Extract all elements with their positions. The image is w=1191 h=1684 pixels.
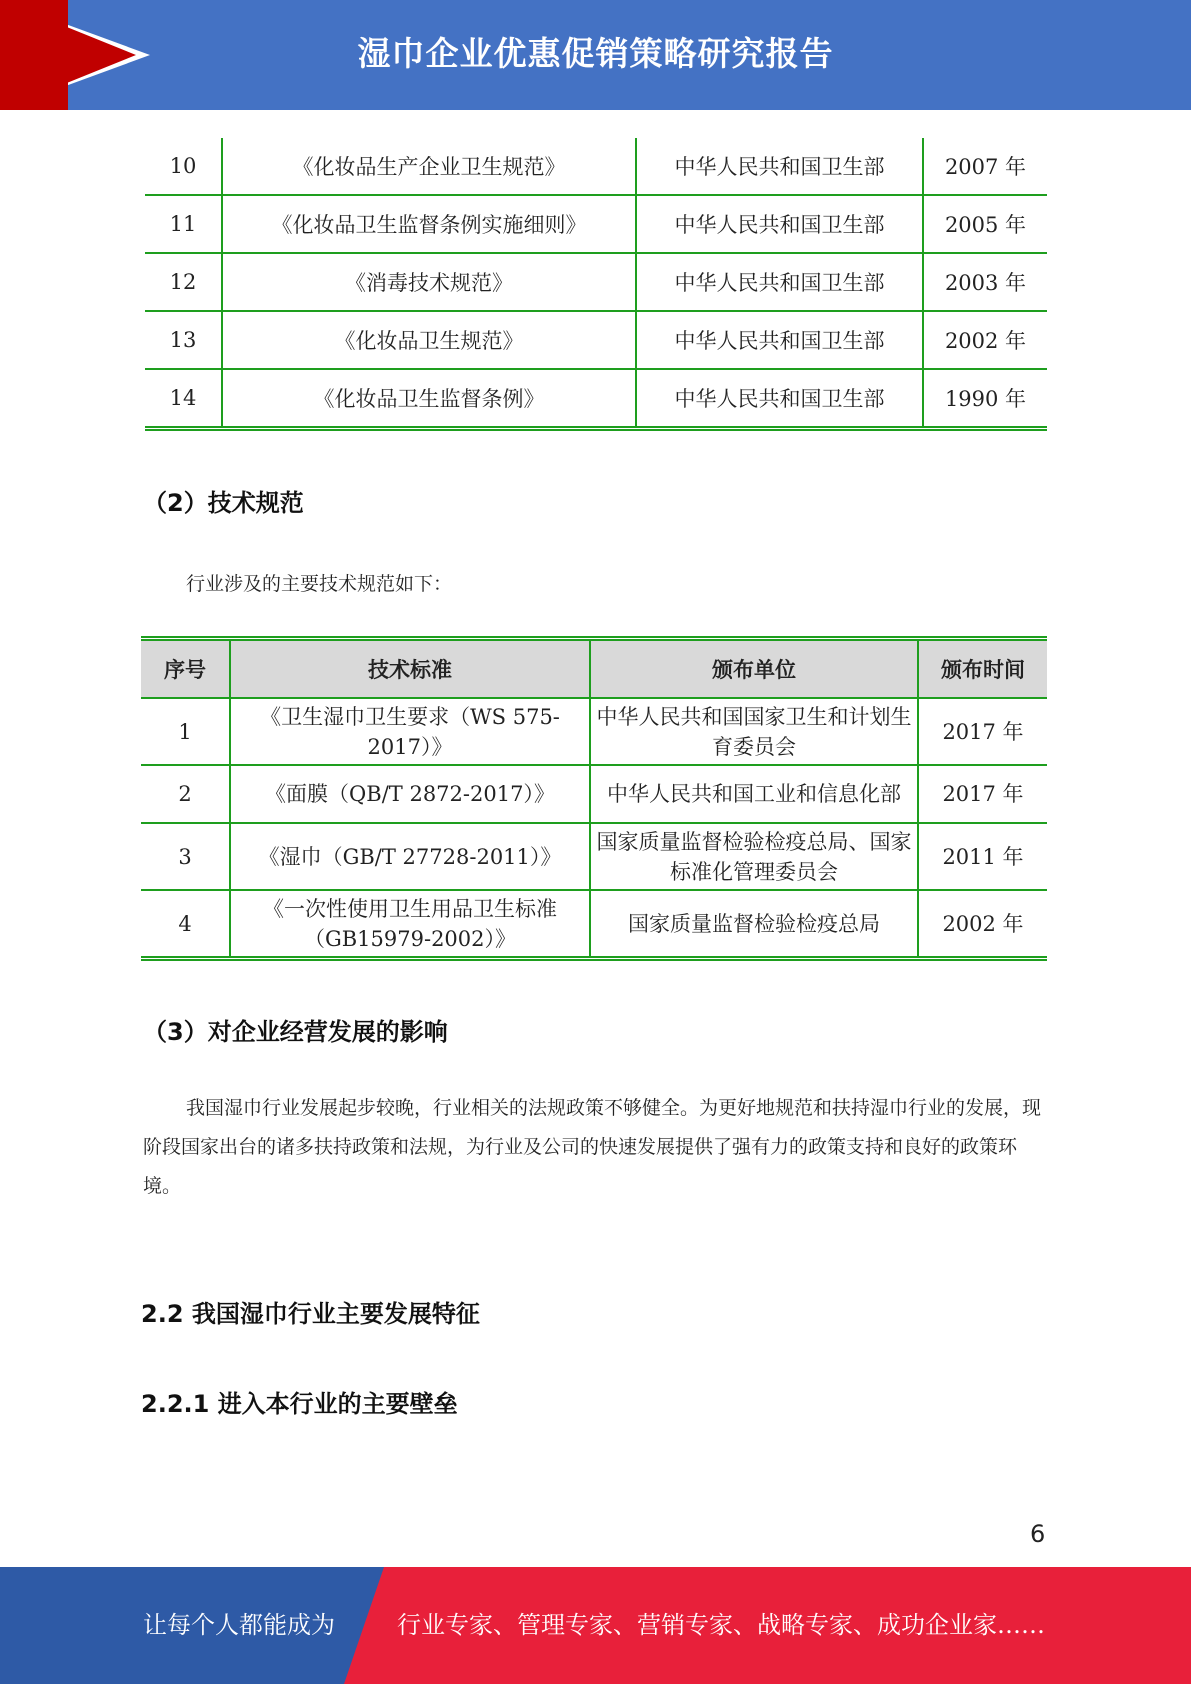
table-row <box>145 369 1047 429</box>
cell-standard: 《面膜（QB/T 2872-2017）》 <box>230 765 590 823</box>
table-row <box>145 311 1047 369</box>
cell-standard: 《湿巾（GB/T 27728-2011）》 <box>230 823 590 890</box>
header-standard: 技术标准 <box>230 639 590 699</box>
cell-year: 2002 年 <box>923 311 1047 369</box>
cell-index: 4 <box>178 911 192 936</box>
cell-name: 《化妆品卫生监督条例实施细则》 <box>222 195 636 253</box>
section-heading-impact: （3）对企业经营发展的影响 <box>143 1018 448 1046</box>
cell-index: 13 <box>145 311 222 369</box>
table-row <box>141 698 1047 765</box>
cell-issuer: 中华人民共和国卫生部 <box>636 311 923 369</box>
cell-name: 《化妆品卫生规范》 <box>222 311 636 369</box>
page-footer <box>0 1567 1191 1684</box>
cell-standard: 《卫生湿巾卫生要求（WS 575-2017）》 <box>230 698 590 765</box>
page-title: 湿巾企业优惠促销策略研究报告 <box>357 34 834 73</box>
table-row <box>145 138 1047 195</box>
cell-year: 2003 年 <box>923 253 1047 311</box>
table-row <box>141 890 1047 959</box>
header-issuer: 颁布单位 <box>590 639 918 699</box>
cell-issuer: 中华人民共和国卫生部 <box>636 138 923 195</box>
page-header <box>0 0 1191 110</box>
cell-index: 14 <box>169 386 197 410</box>
cell-year: 2007 年 <box>923 138 1047 195</box>
cell-year: 2005 年 <box>923 195 1047 253</box>
header-index: 序号 <box>141 639 230 699</box>
cell-index: 2 <box>141 765 230 823</box>
section-heading-tech-specs: （2）技术规范 <box>143 489 304 517</box>
table-row <box>145 253 1047 311</box>
tech-standards-table <box>141 636 1047 961</box>
footer-slogan-right: 行业专家、管理专家、营销专家、战略专家、成功企业家…… <box>397 1611 1045 1639</box>
cell-index: 3 <box>141 823 230 890</box>
cell-issuer: 国家质量监督检验检疫总局 <box>590 890 918 959</box>
header-date: 颁布时间 <box>918 639 1047 699</box>
cell-name: 《化妆品卫生监督条例》 <box>222 369 636 429</box>
section-heading-2-2-1: 2.2.1 进入本行业的主要壁垒 <box>141 1390 458 1418</box>
cell-year: 1990 年 <box>923 369 1047 429</box>
cell-issuer: 中华人民共和国卫生部 <box>636 369 923 429</box>
cell-name: 《消毒技术规范》 <box>222 253 636 311</box>
page-number: 6 <box>1030 1520 1046 1548</box>
footer-slogan-left: 让每个人都能成为 <box>143 1611 335 1639</box>
cell-issuer: 中华人民共和国工业和信息化部 <box>590 765 918 823</box>
cell-index: 12 <box>145 253 222 311</box>
cell-year: 2017 年 <box>918 698 1047 765</box>
section-heading-2-2: 2.2 我国湿巾行业主要发展特征 <box>141 1300 480 1328</box>
impact-paragraph: 我国湿巾行业发展起步较晚，行业相关的法规政策不够健全。为更好地规范和扶持湿巾行业的发展，现阶段国家出台的诸多扶持政策和法规，为行业及公司的快速发展提供了强有力的政策支持和良好的政策环境。 <box>143 1097 1042 1197</box>
table-header-row <box>141 639 1047 699</box>
cell-issuer: 国家质量监督检验检疫总局、国家标准化管理委员会 <box>590 823 918 890</box>
cell-year: 2002 年 <box>918 890 1047 959</box>
regulations-table <box>145 138 1047 431</box>
table-row <box>141 823 1047 890</box>
cell-index: 1 <box>141 698 230 765</box>
cell-name: 《化妆品生产企业卫生规范》 <box>222 138 636 195</box>
table-row <box>141 765 1047 823</box>
cell-issuer: 中华人民共和国卫生部 <box>636 253 923 311</box>
cell-index: 11 <box>145 195 222 253</box>
table-row <box>145 195 1047 253</box>
cell-year: 2011 年 <box>918 823 1047 890</box>
footer-blue-slant <box>344 1567 384 1684</box>
cell-standard: 《一次性使用卫生用品卫生标准（GB15979-2002）》 <box>230 890 590 959</box>
cell-issuer: 中华人民共和国卫生部 <box>636 195 923 253</box>
section-intro: 行业涉及的主要技术规范如下： <box>186 573 453 595</box>
cell-year: 2017 年 <box>918 765 1047 823</box>
cell-issuer: 中华人民共和国国家卫生和计划生育委员会 <box>590 698 918 765</box>
cell-index: 10 <box>145 138 222 195</box>
